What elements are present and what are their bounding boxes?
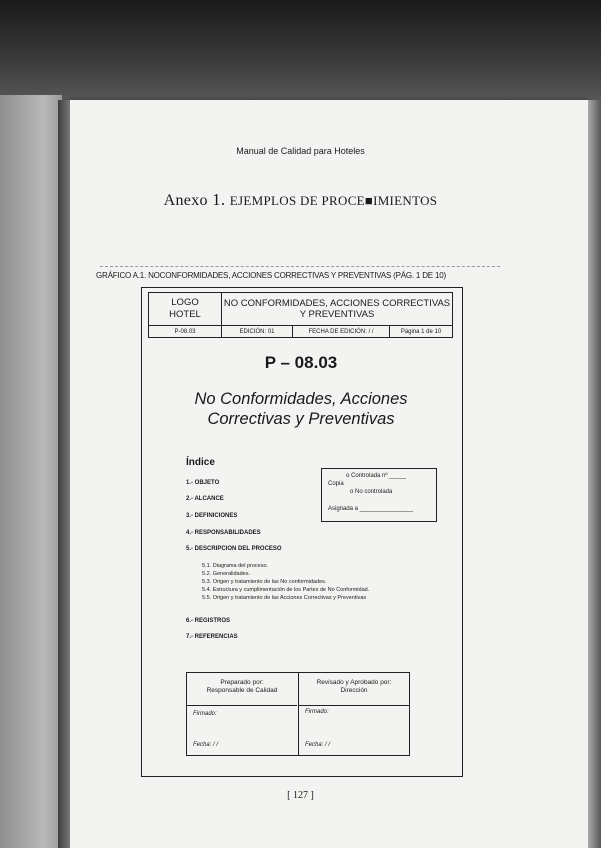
copy-uncontrolled-option: o No controlada (350, 489, 393, 495)
book-gutter (58, 100, 70, 848)
header-edition-date: FECHA DE EDICIÓN: / / (293, 326, 390, 338)
logo-cell (149, 293, 222, 326)
figure-caption: GRÁFICO A.1. NOCONFORMIDADES, ACCIONES CORRECTIVAS Y PREVENTIVAS (PÁG. 1 DE 10) (96, 271, 446, 280)
prepared-column (187, 673, 297, 755)
reviewed-line-2: Dirección (340, 687, 368, 694)
annex-heading (0, 190, 601, 210)
reviewed-heading (299, 679, 409, 695)
prepared-heading (187, 679, 297, 695)
header-edition: EDICIÓN: 01 (222, 326, 293, 338)
index-heading: Índice (186, 457, 215, 468)
procedure-code: P – 08.03 (264, 353, 338, 372)
copy-assigned: Asignada a ________________ (328, 506, 414, 512)
header-title-cell (222, 293, 453, 326)
signature-table (186, 672, 410, 756)
index-item: 3.- DEFINICIONES (186, 513, 238, 519)
header-code: P-08.03 (149, 326, 222, 338)
reviewed-column (298, 673, 409, 755)
copy-label: Copia (328, 481, 344, 487)
copy-controlled-option: o Controlada nº _____ (346, 473, 406, 479)
index-item: 7.- REFERENCIAS (186, 634, 238, 640)
logo-line-1: LOGO (171, 297, 199, 308)
index-item: 2.- ALCANCE (186, 496, 224, 502)
right-page-edge (588, 100, 601, 848)
annex-number: 1. (212, 190, 226, 209)
annex-title: EJEMPLOS DE PROCE■IMIENTOS (229, 193, 438, 208)
index-item: 1.- OBJETO (186, 480, 220, 486)
index-subitem: 5.5. Origen y tratamiento de las Acciones Correctivas y Preventivas (202, 595, 367, 601)
prepared-line-1: Preparado por: (220, 679, 264, 686)
document-header-table (148, 292, 453, 338)
logo-line-2: HOTEL (169, 309, 201, 320)
index-subitem: 5.2. Generalidades. (202, 571, 251, 577)
header-title-line-2: Y PREVENTIVAS (299, 309, 375, 320)
header-title-line-1: NO CONFORMIDADES, ACCIONES CORRECTIVAS (223, 298, 451, 309)
photo-top-shadow (0, 0, 601, 105)
annex-prefix: Anexo (163, 192, 208, 209)
prepared-line-2: Responsable de Calidad (206, 687, 278, 694)
index-subitem: 5.1. Diagrama del proceso. (202, 563, 269, 569)
prepared-date-label: Fecha: / / (193, 742, 219, 748)
procedure-title-line-2: Correctivas y Preventivas (207, 410, 395, 428)
reviewed-signed-label: Firmado: (305, 709, 329, 715)
procedure-title-line-1: No Conformidades, Acciones (194, 390, 408, 408)
reviewed-divider (299, 705, 409, 706)
index-subitem: 5.3. Origen y tratamiento de las No conformidades. (202, 579, 327, 585)
caption-divider (100, 266, 500, 267)
reviewed-line-1: Revisado y Aprobado por: (316, 679, 392, 686)
prepared-divider (187, 705, 297, 706)
header-page: Página 1 de 10 (390, 326, 453, 338)
running-header: Manual de Calidad para Hoteles (236, 146, 365, 156)
index-subitem: 5.4. Estructura y cumplimentación de los Partes de No Conformidad. (202, 587, 370, 593)
prepared-signed-label: Firmado: (193, 711, 217, 717)
page-number: [ 127 ] (287, 790, 314, 801)
procedure-title (141, 389, 461, 429)
copy-control-box (321, 468, 437, 522)
index-item: 4.- RESPONSABILIDADES (186, 530, 261, 536)
reviewed-date-label: Fecha: / / (305, 742, 331, 748)
index-item: 5.- DESCRIPCION DEL PROCESO (186, 546, 282, 552)
index-item: 6.- REGISTROS (186, 618, 231, 624)
